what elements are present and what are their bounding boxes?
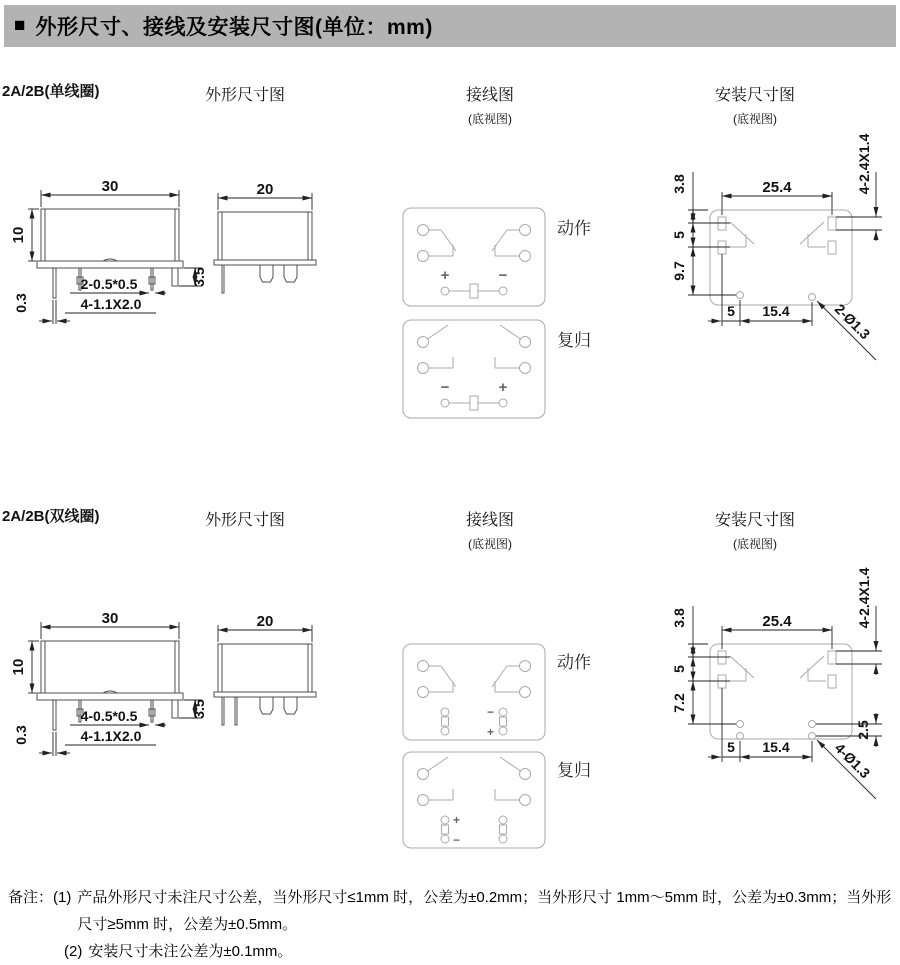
dim-coil-pitch: 15.4: [762, 303, 790, 319]
section1-col-mounting: 安装尺寸图: [714, 87, 795, 104]
note-1-text: 产品外形尺寸未注尺寸公差，当外形尺寸≤1mm 时，公差为±0.2mm；当外形尺寸 1mm～5mm 时，公差为±0.3mm；当外形尺寸≥5mm 时，公差为±0.5mm。: [77, 889, 892, 933]
section2-col-outline: 外形尺寸图: [204, 512, 285, 529]
header-bullet-icon: ■: [14, 15, 26, 36]
note-2-text: 安装尺寸未注公差为±0.1mm。: [88, 943, 293, 960]
section1-col-mounting-sub: (底视图): [733, 112, 777, 126]
wiring-diagram-double: [393, 636, 605, 864]
dim-lower-gap: 7.2: [671, 693, 687, 713]
dim-front-width: 30: [101, 178, 119, 195]
mounting-diagram-double: [650, 556, 900, 811]
dim-pin-offset: 0.3: [13, 725, 29, 745]
mounting-diagram-single: [650, 122, 900, 367]
polarity-minus: −: [498, 267, 508, 284]
section2-col-mounting-sub: (底视图): [733, 537, 777, 551]
dim-pin-offset: 0.3: [13, 293, 29, 313]
label-operate: 动作: [557, 219, 591, 238]
section1-col-wiring: 接线图: [465, 87, 514, 104]
polarity-plus: +: [453, 813, 461, 827]
outline-front-view-1: [8, 165, 210, 330]
wiring-diagram-single: [393, 200, 605, 428]
polarity-minus: −: [440, 379, 450, 396]
dim-slot-size: 4-0.5*0.5: [80, 708, 138, 724]
dim-slot-spec: 4-2.4X1.4: [856, 133, 872, 195]
dim-side-depth: 20: [256, 181, 274, 198]
polarity-minus: −: [453, 833, 461, 847]
dim-hole-spec: 2-Ø1.3: [831, 300, 874, 343]
polarity-plus: +: [440, 267, 450, 284]
outline-side-view-1: [200, 168, 335, 318]
dim-lower-gap: 9.7: [671, 261, 687, 281]
dim-pin-length: 3.5: [191, 267, 207, 287]
section2-col-mounting: 安装尺寸图: [714, 512, 795, 529]
label-reset: 复归: [557, 761, 591, 780]
note-2-number: (2): [64, 943, 83, 960]
dim-side-depth: 20: [256, 613, 274, 630]
dim-hole-spec: 4-Ø1.3: [831, 739, 874, 782]
dim-coil-pitch: 15.4: [762, 739, 790, 755]
dim-front-height: 10: [10, 226, 27, 244]
dim-slot-spec: 4-2.4X1.4: [856, 567, 872, 629]
wiring-reset-panel: [403, 752, 545, 848]
dim-slot-size: 2-0.5*0.5: [80, 276, 138, 292]
page-title: 外形尺寸、接线及安装尺寸图(单位：mm): [35, 16, 433, 39]
outline-front-view-2: [8, 597, 210, 762]
note-1: [8, 884, 896, 938]
dim-front-width: 30: [101, 610, 119, 627]
dim-pin-span: 25.4: [762, 179, 792, 196]
section2-name: 2A/2B(双线圈): [2, 508, 100, 525]
notes: [8, 884, 896, 965]
note-1-number: (1): [53, 889, 72, 906]
label-operate: 动作: [557, 653, 591, 672]
dim-pin-span: 25.4: [762, 613, 792, 630]
mounting-footprint: [710, 644, 852, 740]
section1-col-outline: 外形尺寸图: [204, 87, 285, 104]
dim-front-height: 10: [10, 658, 27, 676]
section2-col-wiring: 接线图: [465, 512, 514, 529]
relay-body-side: [214, 212, 316, 293]
outline-side-view-2: [200, 600, 335, 750]
section2-col-wiring-sub: (底视图): [468, 537, 512, 551]
dim-row-gap: 5: [671, 665, 687, 673]
section1-col-wiring-sub: (底视图): [468, 112, 512, 126]
polarity-plus: +: [498, 379, 508, 396]
dim-pin-length: 3.5: [191, 699, 207, 719]
dim-top-offset: 3.8: [671, 174, 687, 194]
section-header-bar: [4, 5, 896, 47]
dim-hole-size: 4-1.1X2.0: [80, 296, 142, 312]
polarity-plus: +: [486, 725, 494, 739]
label-reset: 复归: [557, 331, 591, 350]
wiring-reset-panel: [403, 320, 545, 418]
relay-body-side: [214, 644, 316, 725]
dim-coil-hole-gap: 2.5: [855, 720, 871, 740]
wiring-operate-panel: [403, 644, 545, 740]
dim-hole-size: 4-1.1X2.0: [80, 728, 142, 744]
note-2: [8, 938, 896, 965]
dim-coil-offset: 5: [727, 303, 735, 319]
section1-name: 2A/2B(单线圈): [2, 83, 100, 100]
polarity-minus: −: [486, 705, 494, 719]
dim-top-offset: 3.8: [671, 608, 687, 628]
dim-coil-offset: 5: [727, 739, 735, 755]
mounting-footprint: [710, 210, 852, 305]
wiring-operate-panel: [403, 208, 545, 306]
dim-row-gap: 5: [671, 231, 687, 239]
notes-label: 备注：: [8, 889, 54, 906]
